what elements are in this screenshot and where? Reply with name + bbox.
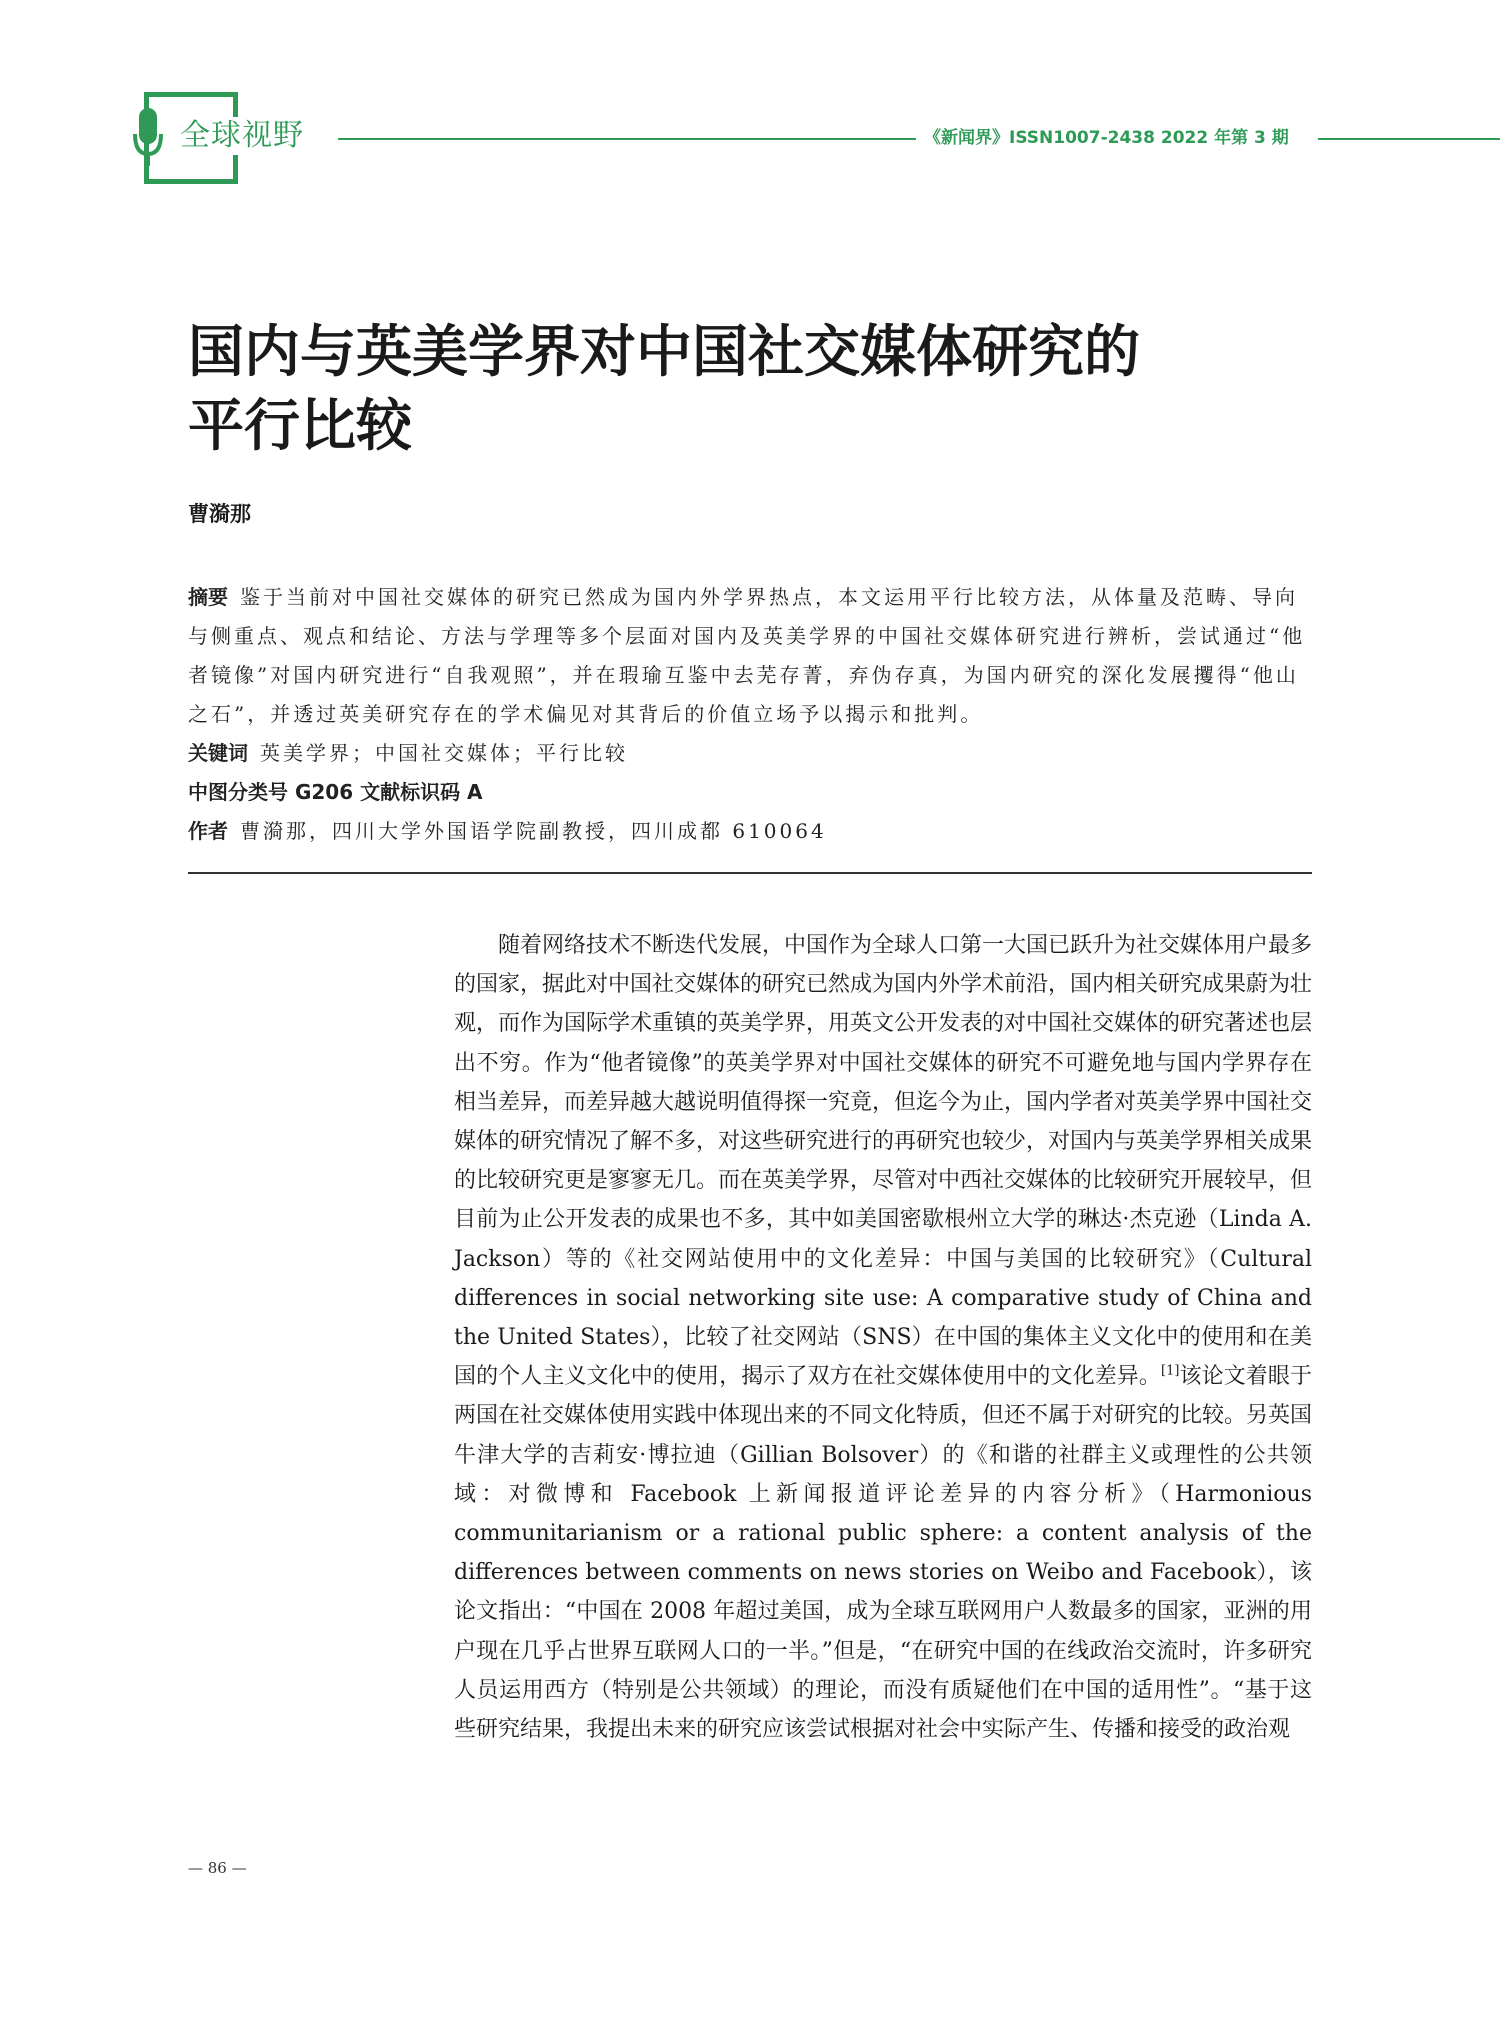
body-part-1: 随着网络技术不断迭代发展，中国作为全球人口第一大国已跃升为社交媒体用户最多的国家，据此对中国社交媒体的研究已然成为国内外学术前沿，国内相关研究成果蔚为壮观，而作为国际学术重镇的英美学界，用英文公开发表的对中国社交媒体的研究著述也层出不穷。作为“他者镜像”的英美学界对中国社交媒体的研究不可避免地与国内学界存在相当差异，而差异越大越说明值得探一究竟，但迄今为止，国内学者对英美学界中国社交媒体的研究情况了解不多，对这些研究进行的再研究也较少，对国内与英美学界相关成果的比较研究更是寥寥无几。而在英美学界，尽管对中西社交媒体的比较研究开展较早，但目前为止公开发表的成果也不多，其中如美国密歇根州立大学的琳达·杰克逊（Linda A. Jackson）等的《社交网站使用中的文化差异：中国与美国的比较研究》（Cultural differences in social networking site use: A comparative study of China and the United States），比较了社交网站（SNS）在中国的集体主义文化中的使用和在美国的个人主义文化中的使用，揭示了双方在社交媒体使用中的文化差异。 (454, 933, 1313, 1390)
body-part-2: 该论文着眼于两国在社交媒体使用实践中体现出来的不同文化特质，但还不属于对研究的比较。另英国牛津大学的吉莉安·博拉迪（Gillian Bolsover）的《和谐的社群主义或理性的公共领域：对微博和 Facebook 上新闻报道评论差异的内容分析》（Harmonious communitarianism or a rational public sphere: a content analysis of the differences between comments on news stories on Weibo and Facebook），该论文指出：“中国在 2008 年超过美国，成为全球互联网用户人数最多的国家，亚洲的用户现在几乎占世界互联网人口的一半。”但是，“在研究中国的在线政治交流时，许多研究人员运用西方（特别是公共领域）的理论，而没有质疑他们在中国的适用性”。“基于这些研究结果，我提出未来的研究应该尝试根据对社会中实际产生、传播和接受的政治观 (454, 1364, 1313, 1743)
author-info-label: 作者 (188, 819, 228, 843)
title-line-2: 平行比较 (188, 394, 412, 459)
citation-marker: [1] (1161, 1363, 1180, 1379)
section-divider (188, 872, 1312, 874)
body-paragraph (454, 926, 1312, 1749)
abstract-label: 摘要 (188, 585, 228, 609)
article-title (188, 316, 1308, 464)
author-info (188, 812, 1312, 851)
section-label: 全球视野 (180, 118, 304, 153)
classification-text: 中图分类号 G206 文献标识码 A (188, 780, 483, 804)
article-meta (188, 578, 1312, 851)
classification (188, 773, 1312, 812)
abstract (188, 578, 1312, 734)
journal-info: 《新闻界》ISSN1007-2438 2022 年第 3 期 (924, 128, 1289, 148)
header-rule-left (338, 138, 916, 140)
author-info-text: 曹漪那，四川大学外国语学院副教授，四川成都 610064 (240, 819, 827, 843)
microphone-icon (132, 108, 164, 170)
title-line-1: 国内与英美学界对中国社交媒体研究的 (188, 320, 1140, 385)
keywords (188, 734, 1312, 773)
page-number: — 86 — (188, 1859, 247, 1877)
author-name: 曹漪那 (188, 502, 251, 526)
keywords-text: 英美学界；中国社交媒体；平行比较 (260, 741, 628, 765)
abstract-text: 鉴于当前对中国社交媒体的研究已然成为国内外学界热点，本文运用平行比较方法，从体量及范畴、导向与侧重点、观点和结论、方法与学理等多个层面对国内及英美学界的中国社交媒体研究进行辨析，尝试通过“他者镜像”对国内研究进行“自我观照”，并在瑕瑜互鉴中去芜存菁，弃伪存真，为国内研究的深化发展攫得“他山之石”，并透过英美研究存在的学术偏见对其背后的价值立场予以揭示和批判。 (188, 585, 1306, 726)
header-rule-right (1318, 138, 1500, 140)
keywords-label: 关键词 (188, 741, 248, 765)
